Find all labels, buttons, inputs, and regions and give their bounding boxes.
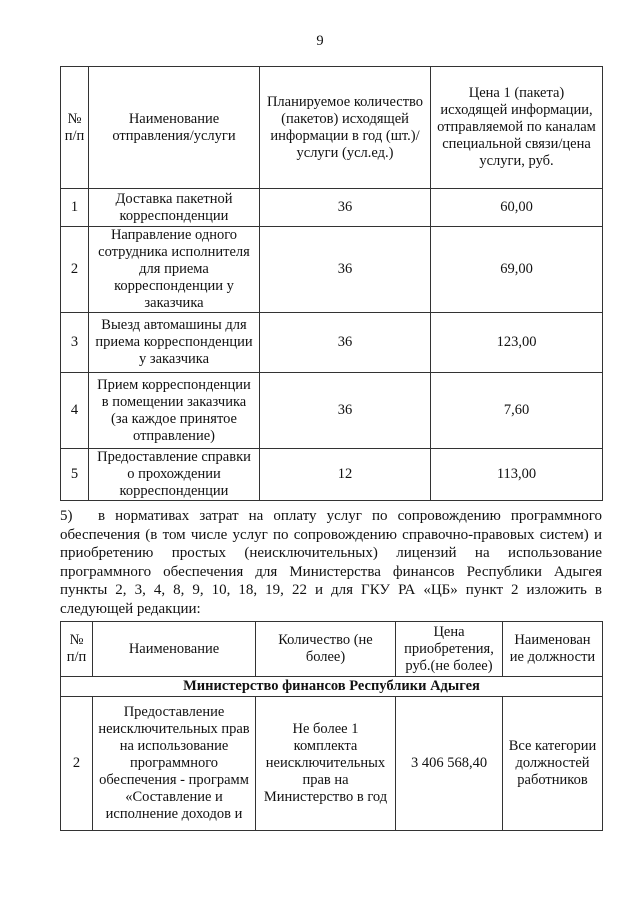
cell: 2 bbox=[61, 697, 93, 831]
cell: Не более 1 комплекта неисключительных прав на Министерство в год bbox=[256, 697, 396, 831]
postal-services-table bbox=[60, 66, 603, 501]
cell: 36 bbox=[260, 189, 431, 227]
table-row bbox=[61, 227, 603, 313]
paragraph-number: 5) bbox=[60, 508, 73, 524]
cell: 4 bbox=[61, 373, 89, 449]
cell: 2 bbox=[61, 227, 89, 313]
header-cell: Планируемое количество (пакетов) исходящей информации в год (шт.)/услуги (усл.ед.) bbox=[260, 67, 431, 189]
header-cell: Наименование bbox=[93, 622, 256, 677]
cell: 3 bbox=[61, 313, 89, 373]
paragraph-5 bbox=[60, 507, 602, 618]
software-licenses-table bbox=[60, 621, 603, 831]
cell: Направление одного сотрудника исполнителя для приема корреспонденции у заказчика bbox=[89, 227, 260, 313]
table-header-row bbox=[61, 67, 603, 189]
table-header-row bbox=[61, 622, 603, 677]
cell: 7,60 bbox=[431, 373, 603, 449]
table-row bbox=[61, 449, 603, 501]
cell: 3 406 568,40 bbox=[396, 697, 503, 831]
cell: 36 bbox=[260, 313, 431, 373]
header-cell: Наименование отправления/услуги bbox=[89, 67, 260, 189]
header-cell: Наименован ие должности bbox=[503, 622, 603, 677]
cell: 1 bbox=[61, 189, 89, 227]
table-row bbox=[61, 313, 603, 373]
cell: Доставка пакетной корреспонденции bbox=[89, 189, 260, 227]
header-cell: № п/п bbox=[61, 67, 89, 189]
cell: 69,00 bbox=[431, 227, 603, 313]
cell: 12 bbox=[260, 449, 431, 501]
cell: 123,00 bbox=[431, 313, 603, 373]
table-row bbox=[61, 189, 603, 227]
page-number: 9 bbox=[316, 33, 324, 49]
header-cell: Количество (не более) bbox=[256, 622, 396, 677]
paragraph-text: в нормативах затрат на оплату услуг по сопровождению программного обеспечения (в том числе услуг по сопровождению справочно-правовых систем) и приобретению простых (неисключительных) лицензий на использование программного обеспечения для Министерства финансов Республики Адыгея пункты 2, 3, 4, 8, 9, 10, 18, 19, 22 и для ГКУ РА «ЦБ» пункт 2 изложить в следующей редакции: bbox=[60, 508, 602, 617]
cell: 36 bbox=[260, 227, 431, 313]
cell: Выезд автомашины для приема корреспонденции у заказчика bbox=[89, 313, 260, 373]
cell: 36 bbox=[260, 373, 431, 449]
cell: Прием корреспонденции в помещении заказчика (за каждое принятое отправление) bbox=[89, 373, 260, 449]
header-cell: Цена 1 (пакета) исходящей информации, отправляемой по каналам специальной связи/цена услуги, руб. bbox=[431, 67, 603, 189]
cell: 113,00 bbox=[431, 449, 603, 501]
cell: Все категории должностей работников bbox=[503, 697, 603, 831]
header-cell: № п/п bbox=[61, 622, 93, 677]
cell: 60,00 bbox=[431, 189, 603, 227]
table-row bbox=[61, 373, 603, 449]
cell: Предоставление справки о прохождении корреспонденции bbox=[89, 449, 260, 501]
cell: Предоставление неисключительных прав на использование программного обеспечения - программ «Составление и исполнение доходов и bbox=[93, 697, 256, 831]
section-title: Министерство финансов Республики Адыгея bbox=[61, 677, 603, 697]
header-cell: Цена приобретения, руб.(не более) bbox=[396, 622, 503, 677]
table-row bbox=[61, 697, 603, 831]
section-row bbox=[61, 677, 603, 697]
cell: 5 bbox=[61, 449, 89, 501]
